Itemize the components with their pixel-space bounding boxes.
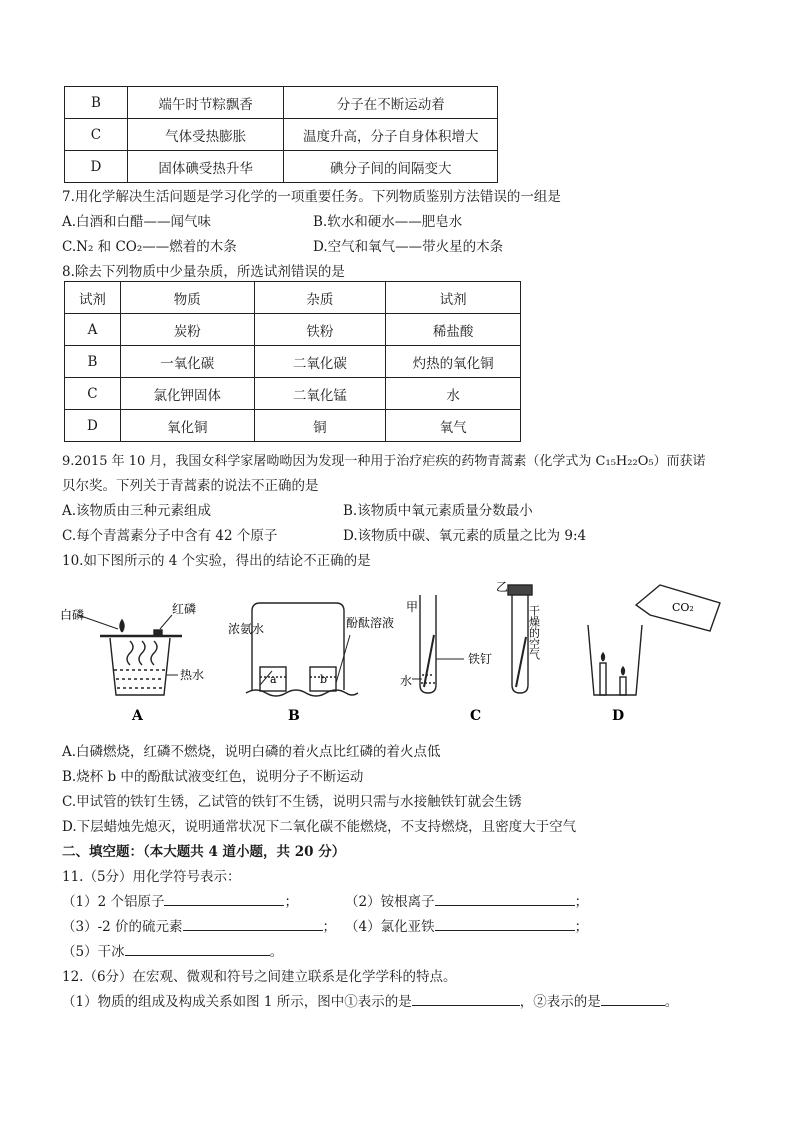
semicolon: ； bbox=[284, 894, 298, 910]
q10-stem: 10.如下图所示的 4 个实验，得出的结论不正确的是 bbox=[62, 553, 371, 569]
q12-part-1-label-b: ，②表示的是 bbox=[519, 994, 601, 1010]
table-cell: 分子在不断运动着 bbox=[284, 87, 498, 119]
q7-option-d: D.空气和氧气——带火星的木条 bbox=[313, 239, 504, 255]
q12-part-1-label: （1）物质的组成及构成关系如图 1 所示，图中①表示的是 bbox=[62, 994, 412, 1010]
table-cell: 温度升高，分子自身体积增大 bbox=[284, 119, 498, 151]
semicolon: ； bbox=[322, 919, 337, 935]
table-cell: 炭粉 bbox=[120, 314, 254, 346]
table-cell: 稀盐酸 bbox=[386, 314, 521, 346]
label-fig-b: B bbox=[288, 708, 300, 724]
period: 。 bbox=[664, 994, 679, 1010]
q9-option-a: A.该物质由三种元素组成 bbox=[62, 503, 212, 519]
table-header-cell: 杂质 bbox=[254, 282, 386, 314]
answer-blank[interactable] bbox=[601, 993, 665, 1006]
table-cell: 二氧化锰 bbox=[254, 378, 386, 410]
semicolon: ； bbox=[574, 894, 589, 910]
table-cell: 碘分子间的间隔变大 bbox=[284, 151, 498, 183]
q11-part-2-label: （2）铵根离子 bbox=[345, 894, 435, 910]
q9-option-d: D.该物质中碳、氧元素的质量之比为 9:4 bbox=[343, 528, 587, 544]
section-2-title: 二、填空题：（本大题共 4 道小题，共 20 分） bbox=[62, 844, 346, 860]
q10-option-d: D.下层蜡烛先熄灭，说明通常状况下二氧化碳不能燃烧，不支持燃烧，且密度大于空气 bbox=[62, 819, 577, 835]
label-red-phosphorus: 红磷 bbox=[172, 602, 197, 616]
beaker-a-icon bbox=[110, 638, 170, 695]
beaker-d-icon bbox=[588, 625, 642, 695]
stopper-icon bbox=[508, 585, 532, 595]
label-water: 水 bbox=[400, 674, 413, 688]
table-cell: 一氧化碳 bbox=[120, 346, 254, 378]
flame-icon bbox=[120, 620, 124, 632]
table-cell: 端午时节粽飘香 bbox=[127, 87, 284, 119]
answer-blank[interactable] bbox=[435, 893, 575, 906]
label-iron-nail: 铁钉 bbox=[468, 652, 493, 666]
table-row bbox=[65, 346, 521, 378]
table-header-cell: 试剂 bbox=[65, 282, 121, 314]
q8-stem: 8.除去下列物质中少量杂质，所选试剂错误的是 bbox=[62, 264, 345, 280]
q9-stem-line2: 贝尔奖。下列关于青蒿素的说法不正确的是 bbox=[62, 478, 319, 494]
table-row bbox=[65, 314, 521, 346]
q7-stem: 7.用化学解决生活问题是学习化学的一项重要任务。下列物质鉴别方法错误的一组是 bbox=[62, 189, 561, 205]
answer-blank[interactable] bbox=[164, 893, 284, 906]
table-row bbox=[65, 119, 498, 151]
q11-stem: 11.（5分）用化学符号表示： bbox=[62, 869, 241, 885]
q9-stem-line1: 9.2015 年 10 月，我国女科学家屠呦呦因为发现一种用于治疗疟疾的药物青蒿素（化学式为 C₁₅H₂₂O₅）而获诺 bbox=[62, 454, 706, 469]
label-hot-water: 热水 bbox=[180, 668, 205, 682]
answer-blank[interactable] bbox=[412, 993, 520, 1006]
label-tube-yi: 乙 bbox=[496, 580, 509, 594]
table-cell: A bbox=[65, 314, 121, 346]
table-cell: 铁粉 bbox=[254, 314, 386, 346]
answer-blank[interactable] bbox=[125, 943, 270, 956]
label-dry-air: 干燥的空气 bbox=[527, 605, 541, 660]
table-cell: 二氧化碳 bbox=[254, 346, 386, 378]
table-cell: D bbox=[65, 151, 128, 183]
label-ammonia: 浓氨水 bbox=[228, 622, 265, 636]
label-white-phosphorus: 白磷 bbox=[60, 608, 85, 622]
q10-option-b: B.烧杯 b 中的酚酞试液变红色，说明分子不断运动 bbox=[62, 769, 364, 785]
q7-option-c: C.N₂ 和 CO₂——燃着的木条 bbox=[62, 239, 237, 255]
table-cell: C bbox=[65, 378, 121, 410]
answer-blank[interactable] bbox=[435, 918, 575, 931]
table-cell: 水 bbox=[386, 378, 521, 410]
q11-part-1 bbox=[62, 890, 298, 910]
label-beaker-b: b bbox=[320, 673, 328, 686]
q11-part-1-label: （1）2 个铝原子 bbox=[62, 894, 165, 910]
q8-table bbox=[64, 281, 521, 442]
q12-part-1 bbox=[62, 990, 678, 1010]
table-cell: D bbox=[65, 410, 121, 442]
table-cell: 氧化铜 bbox=[120, 410, 254, 442]
table-cell: 氧气 bbox=[386, 410, 521, 442]
q11-part-3-label: （3）-2 价的硫元素 bbox=[62, 919, 183, 935]
table-cell: 固体碘受热升华 bbox=[127, 151, 284, 183]
q7-option-b: B.软水和硬水——肥皂水 bbox=[313, 214, 463, 230]
table-cell: 氯化钾固体 bbox=[120, 378, 254, 410]
label-tube-jia: 甲 bbox=[406, 600, 419, 614]
label-phenolphthalein: 酚酞溶液 bbox=[346, 616, 395, 630]
label-co2: CO₂ bbox=[672, 601, 694, 614]
table-cell: B bbox=[65, 87, 128, 119]
label-fig-c: C bbox=[470, 708, 482, 724]
table-cell: 灼热的氧化铜 bbox=[386, 346, 521, 378]
answer-blank[interactable] bbox=[183, 918, 323, 931]
q11-part-3 bbox=[62, 915, 336, 935]
table-row bbox=[65, 410, 521, 442]
table-cell: B bbox=[65, 346, 121, 378]
label-beaker-a: a bbox=[270, 673, 277, 686]
q11-part-5 bbox=[62, 940, 283, 960]
q11-part-2 bbox=[345, 890, 588, 910]
q10-option-a: A.白磷燃烧，红磷不燃烧，说明白磷的着火点比红磷的着火点低 bbox=[62, 744, 441, 760]
q9-option-c: C.每个青蒿素分子中含有 42 个原子 bbox=[62, 528, 278, 544]
table-cell: C bbox=[65, 119, 128, 151]
q7-option-a: A.白酒和白醋——闻气味 bbox=[62, 214, 212, 230]
period: 。 bbox=[269, 944, 284, 960]
test-tube-jia-icon bbox=[420, 595, 436, 693]
q11-part-5-label: （5）干冰 bbox=[62, 944, 125, 960]
q11-part-4-label: （4）氯化亚铁 bbox=[345, 919, 435, 935]
q11-part-4 bbox=[345, 915, 588, 935]
label-fig-d: D bbox=[612, 708, 625, 724]
q10-experiment-figure bbox=[60, 575, 740, 725]
q6-table bbox=[64, 86, 498, 183]
table-cell: 铜 bbox=[254, 410, 386, 442]
table-header-row bbox=[65, 282, 521, 314]
table-header-cell: 试剂 bbox=[386, 282, 521, 314]
q9-option-b: B.该物质中氧元素质量分数最小 bbox=[343, 503, 533, 519]
table-row bbox=[65, 87, 498, 119]
table-row bbox=[65, 378, 521, 410]
q10-option-c: C.甲试管的铁钉生锈，乙试管的铁钉不生锈，说明只需与水接触铁钉就会生锈 bbox=[62, 794, 522, 810]
label-fig-a: A bbox=[132, 708, 143, 724]
q12-stem: 12.（6分）在宏观、微观和符号之间建立联系是化学学科的特点。 bbox=[62, 969, 457, 985]
table-row bbox=[65, 151, 498, 183]
semicolon: ； bbox=[574, 919, 589, 935]
candle-icon bbox=[600, 663, 606, 695]
table-header-cell: 物质 bbox=[120, 282, 254, 314]
table-cell: 气体受热膨胀 bbox=[127, 119, 284, 151]
